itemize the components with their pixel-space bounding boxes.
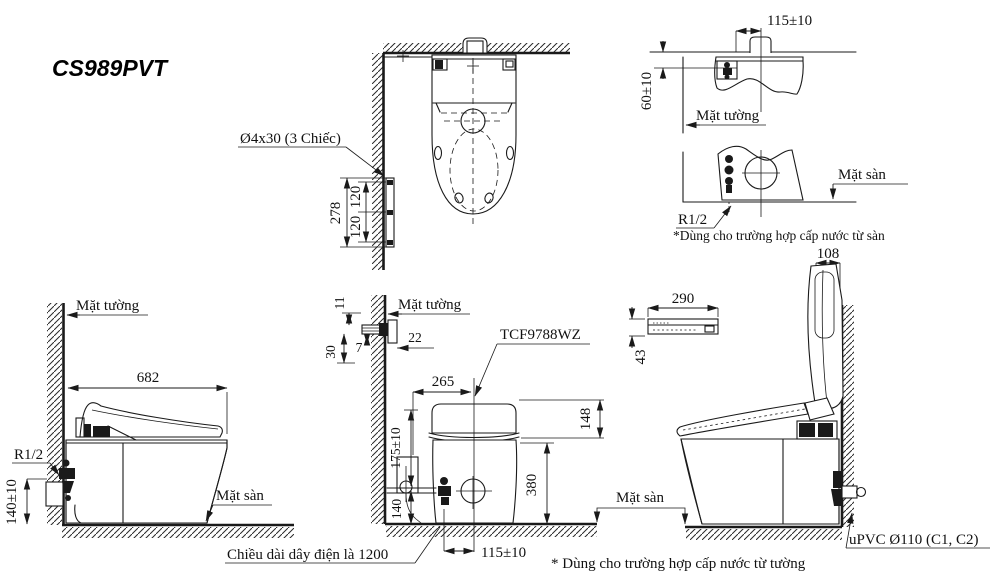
- dimension-43: [629, 307, 649, 365]
- dim-11-label: 11: [332, 296, 347, 310]
- dim-108-label: 108: [816, 246, 840, 262]
- floor-hatch: [386, 526, 597, 537]
- supply-stub: [46, 482, 63, 506]
- top-plan-view: [238, 38, 570, 270]
- screw-callout: [238, 131, 384, 176]
- dimension-7: [356, 335, 367, 355]
- dim-380-label: 380: [524, 473, 540, 497]
- floor-label: Mặt sàn: [838, 167, 886, 183]
- supply-pipe: [750, 37, 771, 53]
- wall-label: Mặt tường: [398, 297, 462, 313]
- valve-label: R1/2: [14, 447, 44, 463]
- dim-265-label: 265: [431, 374, 455, 390]
- screw-label: Ø4x30 (3 Chiếc): [240, 131, 341, 147]
- side-view-right: [597, 246, 990, 548]
- wall-face-callout: [686, 108, 766, 125]
- mounting-bracket: [386, 178, 394, 247]
- wall-supply-note: * Dùng cho trường hợp cấp nước từ tường: [551, 556, 806, 572]
- dim-140-label: 140±10: [4, 479, 20, 525]
- floor-hatch: [686, 529, 842, 540]
- dim-30-label: 30: [323, 345, 338, 359]
- dim-175-label: 175±10: [388, 427, 403, 469]
- dim-60-label: 60±10: [639, 71, 655, 111]
- body-fill: [66, 440, 227, 523]
- floor-face-callout: [206, 488, 272, 521]
- dim-120-lower: 120: [348, 215, 364, 239]
- drain-callout: [846, 513, 990, 548]
- dimension-290: [648, 291, 718, 317]
- power-cord: [406, 493, 421, 523]
- valve-callout: [676, 206, 731, 228]
- dim-140-label: 140: [389, 498, 404, 520]
- seat-edge: [677, 403, 808, 436]
- wall-label: Mặt tường: [76, 298, 140, 314]
- dimension-140: [389, 491, 411, 524]
- floor-hatch: [62, 527, 294, 538]
- floor-label: Mặt sàn: [616, 490, 664, 506]
- side-view-left: [4, 298, 294, 538]
- wall-face-callout: [67, 298, 148, 315]
- floor-face-callout: [833, 167, 908, 199]
- dimension-380: [520, 443, 554, 524]
- wall-label: Mặt tường: [696, 108, 760, 124]
- dim-148-label: 148: [578, 407, 594, 431]
- dim-682-label: 682: [136, 370, 160, 386]
- dim-43-label: 43: [633, 349, 649, 365]
- wall-hatch: [372, 53, 383, 270]
- dim-115-label: 115±10: [481, 545, 527, 561]
- cord-note: Chiều dài dây điện là 1200: [227, 547, 389, 563]
- dim-115-label: 115±10: [767, 13, 813, 29]
- dimension-140: [4, 479, 47, 525]
- dimension-11: [332, 297, 361, 326]
- floor-supply-view: [673, 146, 908, 243]
- dimension-30: [323, 334, 355, 363]
- body-fill: [681, 439, 839, 524]
- wall-supply-view: [639, 13, 856, 133]
- model-title: CS989PVT: [52, 55, 168, 81]
- dimension-22: [397, 330, 434, 348]
- dim-120-upper: 120: [348, 185, 364, 209]
- dim-7-label: 7: [355, 340, 363, 355]
- seat-model-label: TCF9788WZ: [500, 327, 581, 343]
- drain-label: uPVC Ø110 (C1, C2): [849, 532, 979, 548]
- floor-supply-note: *Dùng cho trường hợp cấp nước từ sàn: [673, 228, 885, 243]
- dim-278-label: 278: [328, 201, 344, 225]
- dim-22-label: 22: [408, 330, 422, 345]
- seat-model-callout: [475, 327, 590, 396]
- remote-control: [648, 319, 718, 334]
- bowl-outline: [432, 55, 516, 214]
- wall-face-callout: [388, 297, 470, 314]
- floor-face-callout: [597, 490, 685, 524]
- dimension-148: [519, 400, 604, 438]
- dim-290-label: 290: [671, 291, 695, 307]
- valve-label: R1/2: [678, 212, 708, 228]
- dimension-115-top: [736, 13, 812, 52]
- floor-label: Mặt sàn: [216, 488, 264, 504]
